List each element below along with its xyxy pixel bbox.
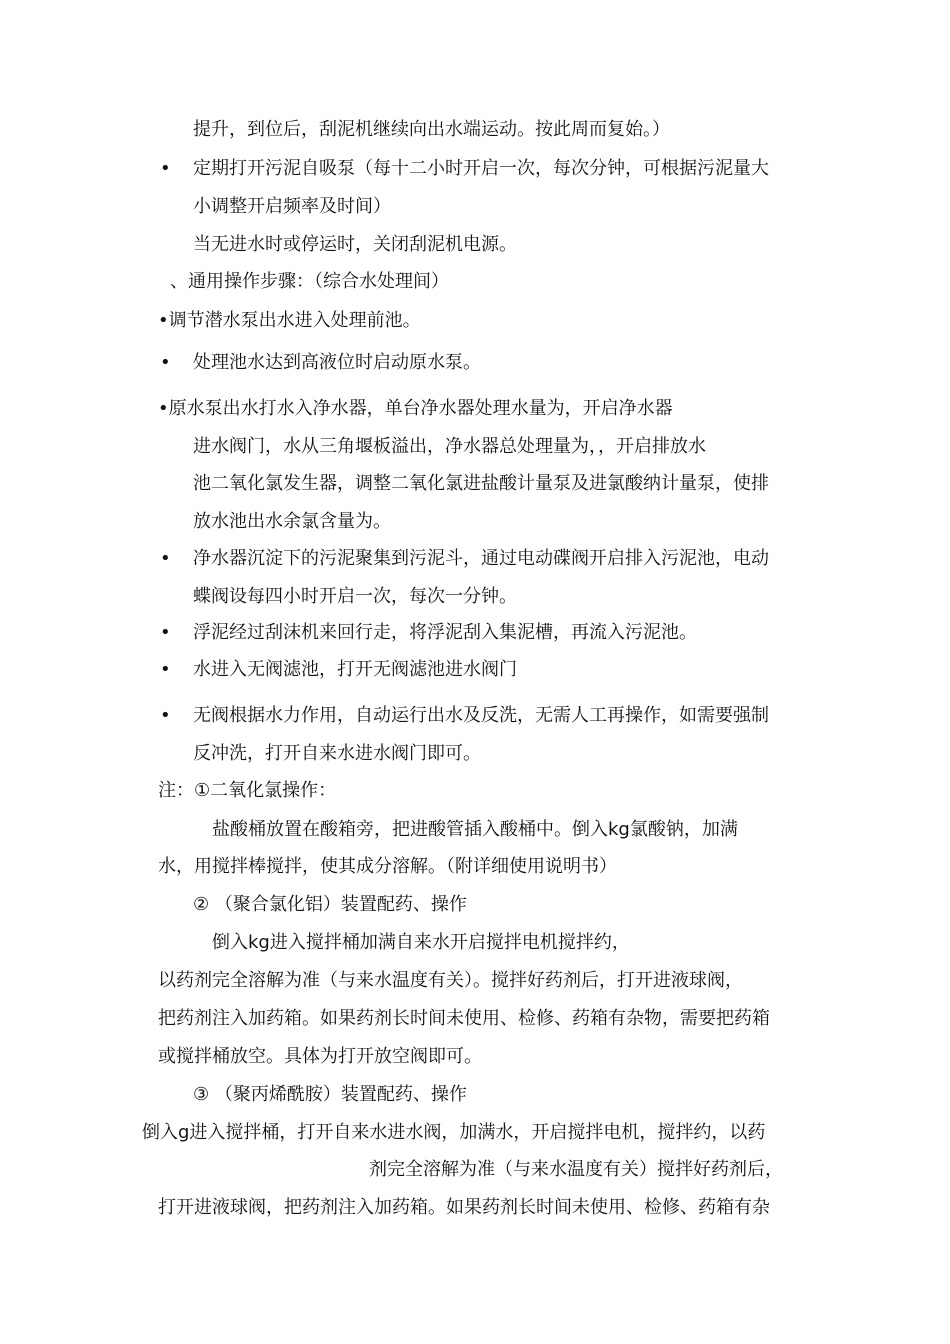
text-line: 净水器沉淀下的污泥聚集到污泥斗，通过电动碟阀开启排入污泥池，电动 (193, 548, 769, 569)
bullet-icon: • (160, 705, 171, 726)
text-line: 以药剂完全溶解为准（与来水温度有关）。搅拌好药剂后，打开进液球阀， (158, 970, 743, 991)
text-line: 反冲洗，打开自来水进水阀门即可。 (193, 743, 481, 764)
text-line: 进水阀门，水从三角堰板溢出，净水器总处理量为，，开启排放水 (193, 436, 706, 457)
bullet-icon: • (160, 659, 171, 680)
text-line: 提升，到位后，刮泥机继续向出水端运动。按此周而复始。） (193, 119, 670, 140)
text-line: 打开进液球阀，把药剂注入加药箱。如果药剂长时间未使用、检修、药箱有杂 (158, 1197, 770, 1218)
note-heading: 注：①二氧化氯操作： (158, 780, 337, 801)
text-line: 倒入g进入搅拌桶，打开自来水进水阀，加满水，开启搅拌电机，搅拌约，以药 (142, 1122, 766, 1143)
text-line: 剂完全溶解为准（与来水温度有关）搅拌好药剂后， (369, 1159, 783, 1180)
bullet-icon: • (160, 548, 171, 569)
text-line: 蝶阀设每四小时开启一次，每次一分钟。 (193, 586, 517, 607)
bullet-icon: • (160, 352, 171, 373)
text-line: 放水池出水余氯含量为。 (193, 511, 391, 532)
text-line: 定期打开污泥自吸泵（每十二小时开启一次，每次分钟，可根据污泥量大 (193, 158, 769, 179)
text-line: 处理池水达到高液位时启动原水泵。 (193, 352, 481, 373)
text-line: 把药剂注入加药箱。如果药剂长时间未使用、检修、药箱有杂物，需要把药箱 (158, 1008, 770, 1029)
subsection-heading: ② （聚合氯化铝）装置配药、操作 (193, 894, 467, 915)
subsection-heading: ③ （聚丙烯酰胺）装置配药、操作 (193, 1084, 467, 1105)
text-line: 水，用搅拌棒搅拌，使其成分溶解。（附详细使用说明书） (158, 856, 617, 877)
bullet-icon: • (160, 622, 171, 643)
text-line: 无阀根据水力作用，自动运行出水及反洗，无需人工再操作，如需要强制 (193, 705, 769, 726)
text-line: 或搅拌桶放空。具体为打开放空阀即可。 (158, 1046, 482, 1067)
bullet-icon: • (160, 158, 171, 179)
text-line: 盐酸桶放置在酸箱旁，把进酸管插入酸桶中。倒入kg氯酸钠，加满 (212, 819, 738, 840)
text-line: 浮泥经过刮沫机来回行走，将浮泥刮入集泥槽，再流入污泥池。 (193, 622, 697, 643)
text-line: 池二氧化氯发生器，调整二氧化氯进盐酸计量泵及进氯酸纳计量泵，使排 (193, 473, 769, 494)
text-line: •调节潜水泵出水进入处理前池。 (158, 310, 421, 331)
text-line: 水进入无阀滤池，打开无阀滤池进水阀门 (193, 659, 517, 680)
text-line: •原水泵出水打水入净水器，单台净水器处理水量为，开启净水器 (158, 398, 673, 419)
section-heading: 、通用操作步骤：（综合水处理间） (170, 271, 449, 292)
text-line: 小调整开启频率及时间） (193, 196, 391, 217)
text-line: 当无进水时或停运时，关闭刮泥机电源。 (193, 234, 517, 255)
text-line: 倒入kg进入搅拌桶加满自来水开启搅拌电机搅拌约， (212, 932, 630, 953)
